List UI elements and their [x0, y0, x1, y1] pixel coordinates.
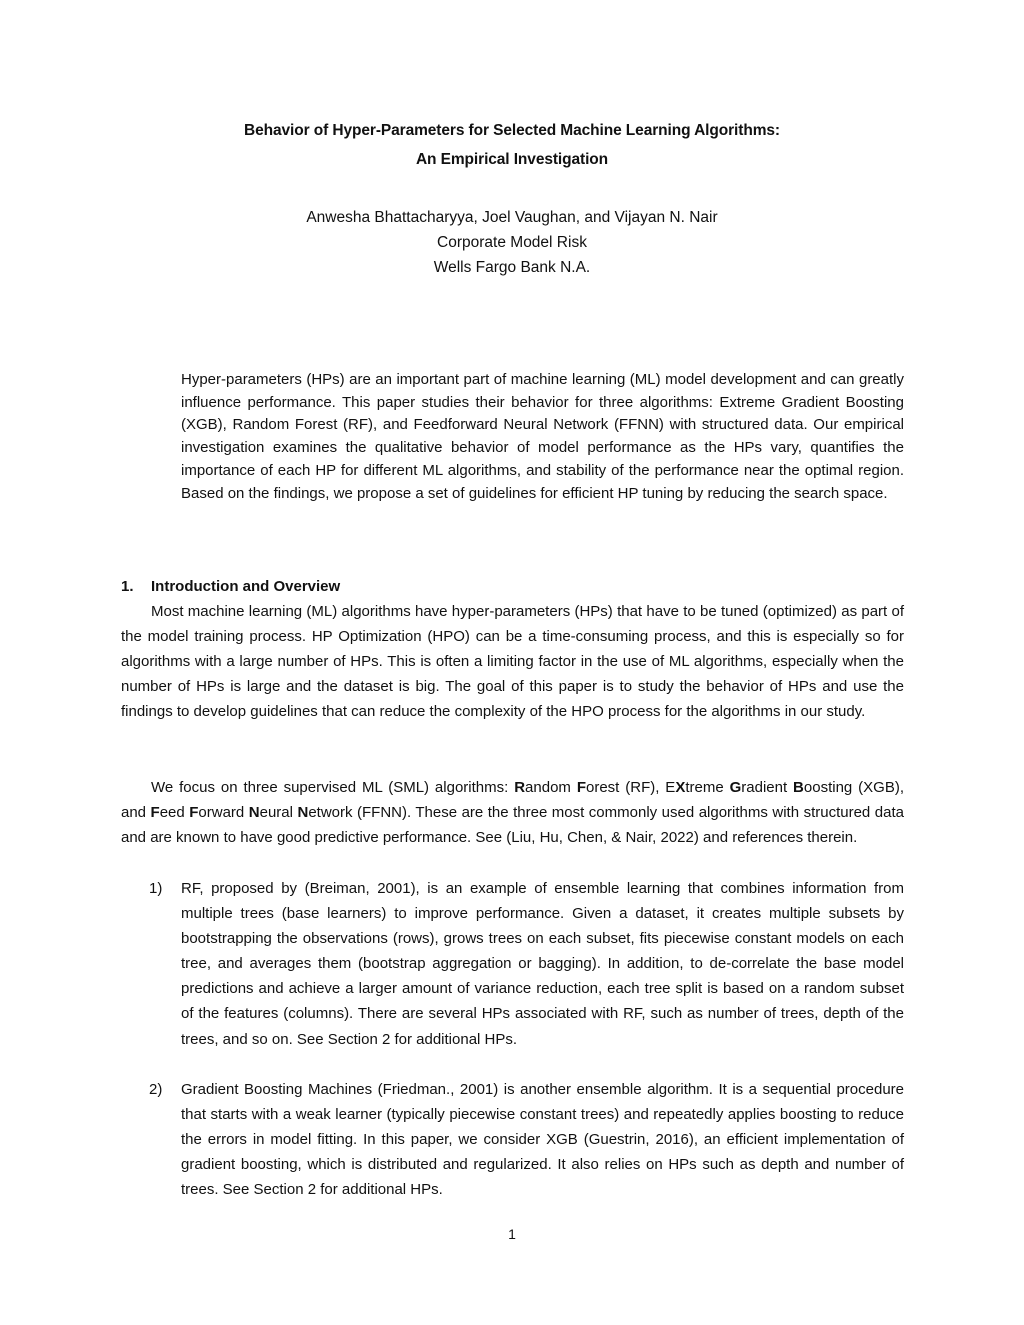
section-title: Introduction and Overview — [151, 578, 341, 595]
affiliation-department: Corporate Model Risk — [437, 234, 587, 251]
affiliation-organization: Wells Fargo Bank N.A. — [433, 259, 591, 276]
abstract: Hyper-parameters (HPs) are an important part of machine learning (ML) model development and can greatly influence performance. This paper studies their behavior for three algorithms: Extreme Gradient Boosting (XGB), Random Forest (RF), and Feedforward Neural Network (FFNN) with structured data. Our empirical investigation examines the qualitative behavior of model performance as the HPs vary, quantifies the importance of each HP for different ML algorithms, and stability of the performance near the optimal region. Based on the findings, we propose a set of guidelines for efficient HP tuning by reducing the search space. — [181, 371, 904, 502]
section-heading — [121, 578, 340, 595]
author-list: Anwesha Bhattacharyya, Joel Vaughan, and Vijayan N. Nair — [306, 209, 718, 226]
intro-paragraph-2: We focus on three supervised ML (SML) algorithms: Random Forest (RF), EXtreme Gradient Boosting (XGB), and Feed Forward Neural Network (FFNN). These are the three most commonly used algorithms with structured data and are known to have good predictive performance. See (Liu, Hu, Chen, & Nair, 2022) and references therein. — [121, 779, 904, 847]
section-number: 1. — [121, 578, 134, 595]
list-item-number: 1) — [149, 880, 163, 897]
paper-title-line-2: An Empirical Investigation — [415, 151, 609, 168]
list-item-xgb: Gradient Boosting Machines (Friedman., 2001) is another ensemble algorithm. It is a sequential procedure that starts with a weak learner (typically piecewise constant trees) and repeatedly applies boosting to reduce the errors in model fitting. In this paper, we consider XGB (Guestrin, 2016), an efficient implementation of gradient boosting, which is distributed and regularized. It also relies on HPs such as depth and number of trees. See Section 2 for additional HPs. — [181, 1081, 904, 1199]
page-number: 1 — [508, 1226, 516, 1242]
list-item-rf: RF, proposed by (Breiman, 2001), is an example of ensemble learning that combines information from multiple trees (base learners) to improve performance. Given a dataset, it creates multiple subsets by bootstrapping the observations (rows), grows trees on each subset, fits piecewise constant models on each tree, and averages them (bootstrap aggregation or bagging). In addition, to de-correlate the base model predictions and achieve a larger amount of variance reduction, each tree split is based on a random subset of the features (columns). There are several HPs associated with RF, such as number of trees, depth of the trees, and so on. See Section 2 for additional HPs. — [181, 880, 904, 1048]
intro-paragraph-1: Most machine learning (ML) algorithms have hyper-parameters (HPs) that have to be tuned (optimized) as part of the model training process. HP Optimization (HPO) can be a time-consuming process, and this is especially so for algorithms with a large number of HPs. This is often a limiting factor in the use of ML algorithms, especially when the number of HPs is large and the dataset is big. The goal of this paper is to study the behavior of HPs and use the findings to develop guidelines that can reduce the complexity of the HPO process for the algorithms in our study. — [121, 603, 904, 721]
paper-title-line-1: Behavior of Hyper-Parameters for Selected Machine Learning Algorithms: — [244, 122, 780, 139]
list-item-number: 2) — [149, 1081, 163, 1098]
